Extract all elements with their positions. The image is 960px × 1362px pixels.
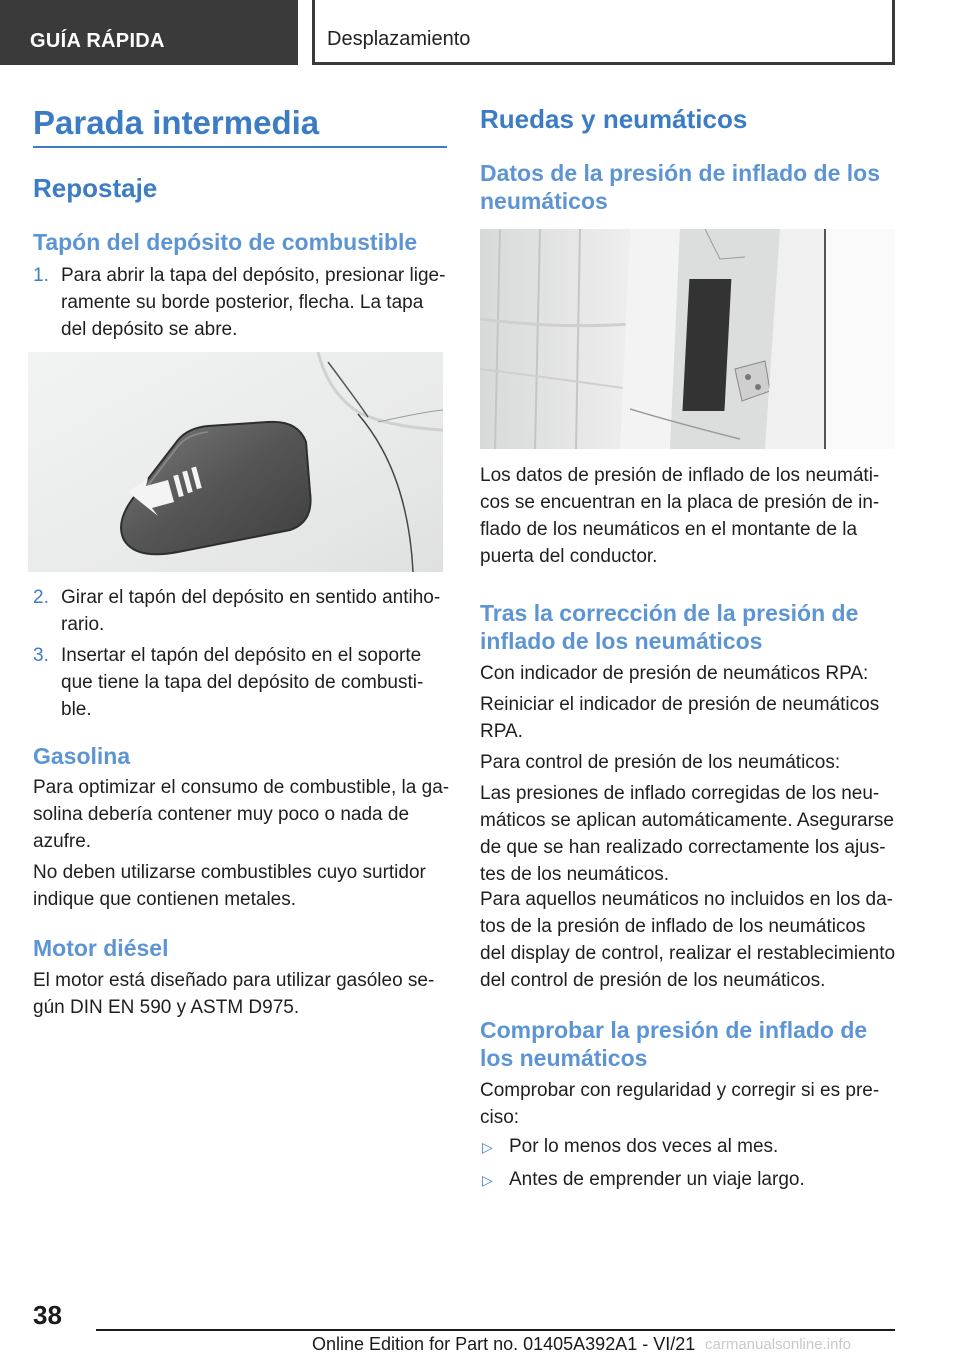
footer-rule <box>96 1329 895 1331</box>
heading-gasolina: Gasolina <box>33 743 131 769</box>
gasolina-paragraph: Para optimizar el consumo de combustible, la ga- solina debería contener muy poco o nada de azufre. <box>33 777 450 852</box>
bullet-item: Por lo menos dos veces al mes. <box>509 1136 779 1157</box>
tras-paragraph: Con indicador de presión de neumáticos RPA: <box>480 663 869 684</box>
heading-tapon: Tapón del depósito de combustible <box>33 229 418 255</box>
heading-datos-presion: Datos de la presión de inflado de los neumáticos <box>480 160 881 214</box>
diesel-paragraph: El motor está diseñado para utilizar gasóleo se- gún DIN EN 590 y ASTM D975. <box>33 970 435 1018</box>
page-number: 38 <box>33 1300 62 1330</box>
tras-paragraph: Para control de presión de los neumáticos: <box>480 752 841 773</box>
footer-edition: Online Edition for Part no. 01405A392A1 - VI/21 <box>312 1334 696 1354</box>
tras-paragraph: Reiniciar el indicador de presión de neumáticos RPA. <box>480 694 880 742</box>
bullet-triangle-icon: ▷ <box>482 1172 493 1188</box>
heading-ruedas: Ruedas y neumáticos <box>480 104 748 134</box>
tire-pressure-label-image <box>480 229 895 449</box>
step-number: 2. <box>33 587 49 608</box>
heading-comprobar: Comprobar la presión de inflado de los neumáticos <box>480 1017 868 1071</box>
step-number: 1. <box>33 265 49 286</box>
step-text: Para abrir la tapa del depósito, presionar lige- ramente su borde posterior, flecha. La tapa del depósito se abre. <box>61 265 446 340</box>
heading-repostaje: Repostaje <box>33 173 158 203</box>
bullet-item: Antes de emprender un viaje largo. <box>509 1169 805 1190</box>
header-section-tab <box>0 0 298 65</box>
heading-tras-correccion: Tras la corrección de la presión de inflado de los neumáticos <box>480 600 859 654</box>
tras-paragraph: Para aquellos neumáticos no incluidos en los da- tos de la presión de inflado de los neumáticos del display de control, realizar el restablecimiento del control de presión de los neumáticos. <box>480 889 896 991</box>
header-chapter-tab <box>312 0 895 65</box>
header-chapter-label: Desplazamiento <box>327 28 471 50</box>
title-rule <box>33 146 447 148</box>
fuel-cap-image <box>28 352 443 572</box>
page-title-parada: Parada intermedia <box>33 104 320 141</box>
heading-motor-diesel: Motor diésel <box>33 935 169 961</box>
datos-paragraph: Los datos de presión de inflado de los neumáti- cos se encuentran en la placa de presión de in- flado de los neumáticos en el montante de la puerta del conductor. <box>480 465 880 567</box>
step-number: 3. <box>33 645 49 666</box>
step-text: Girar el tapón del depósito en sentido antiho- rario. <box>61 587 441 635</box>
bullet-triangle-icon: ▷ <box>482 1139 493 1155</box>
header-section-label: GUÍA RÁPIDA <box>30 30 165 52</box>
tras-paragraph: Las presiones de inflado corregidas de los neu- máticos se aplican automáticamente. Asegurarse de que se han realizado correctamente los ajus- tes de los neumáticos. <box>480 783 894 885</box>
watermark: carmanualsonline.info <box>705 1336 851 1353</box>
comprobar-paragraph: Comprobar con regularidad y corregir si es pre- ciso: <box>480 1080 880 1128</box>
gasolina-paragraph: No deben utilizarse combustibles cuyo surtidor indique que contienen metales. <box>33 862 426 910</box>
step-text: Insertar el tapón del depósito en el soporte que tiene la tapa del depósito de combusti- ble. <box>61 645 424 720</box>
